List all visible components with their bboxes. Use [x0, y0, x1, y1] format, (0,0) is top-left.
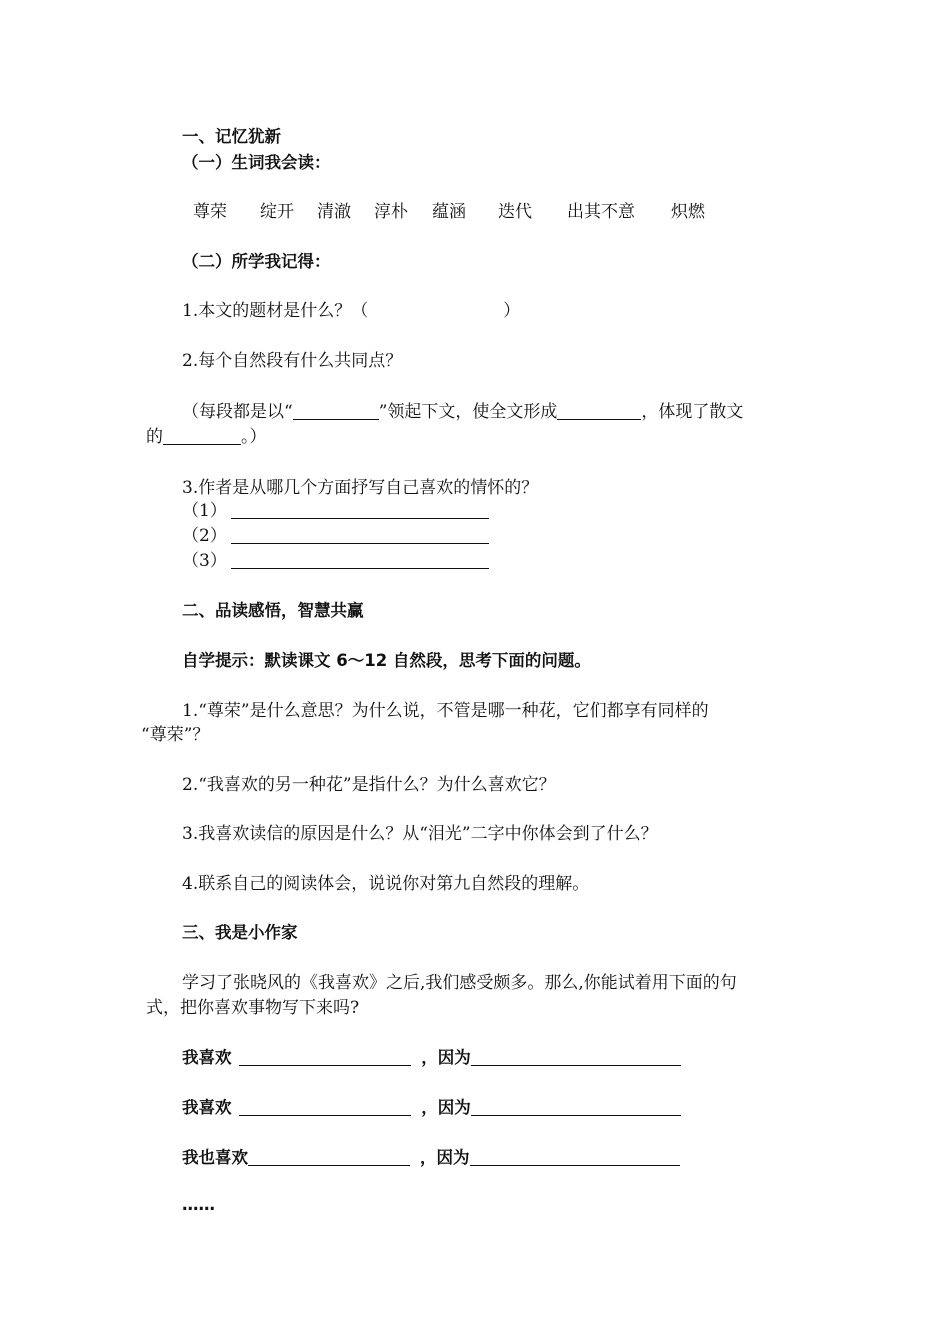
s2-question-3: 3.我喜欢读信的原因是什么？从“泪光”二字中你体会到了什么？	[182, 824, 658, 844]
q2-blank-3[interactable]	[163, 427, 241, 445]
q3-blank[interactable]	[231, 551, 489, 569]
q2-fill-line2	[146, 426, 267, 448]
writing-because: ，因为	[421, 1098, 471, 1117]
q1-suffix: ）	[503, 301, 521, 321]
writing-lead: 我喜欢	[182, 1048, 238, 1067]
writing-blank-thing[interactable]	[239, 1098, 411, 1116]
q3-item	[182, 525, 489, 547]
section1-sub1: （一）生词我会读：	[182, 153, 331, 172]
writing-blank-thing[interactable]	[248, 1148, 410, 1166]
section2-hint: 自学提示：默读课文 6～12 自然段，思考下面的问题。	[182, 651, 591, 670]
q2-blank-1[interactable]	[293, 402, 379, 420]
section1-title: 一、记忆犹新	[182, 127, 281, 146]
s2-question-1-cont: “尊荣”？	[141, 725, 210, 745]
q3-item	[182, 550, 489, 572]
writing-blank-reason[interactable]	[471, 1048, 681, 1066]
q3-blank[interactable]	[231, 501, 489, 519]
q3-item-label: （3）	[182, 551, 227, 571]
vocab-word: 淳朴	[374, 202, 408, 222]
q2-text-b: ”领起下文，使全文形成	[378, 402, 558, 422]
section3-intro-cont: 式，把你喜欢事物写下来吗?	[146, 998, 360, 1018]
vocab-word: 绽开	[260, 202, 294, 222]
writing-lead: 我喜欢	[182, 1098, 238, 1117]
q2-text-a: （每段都是以“	[182, 402, 293, 422]
vocab-word: 尊荣	[193, 202, 227, 222]
vocab-word: 迭代	[498, 202, 532, 222]
q3-item	[182, 500, 489, 522]
writing-row	[182, 1147, 680, 1169]
question-2: 2.每个自然段有什么共同点？	[182, 351, 403, 371]
section3-intro: 学习了张晓风的《我喜欢》之后,我们感受颇多。那么,你能试着用下面的句	[182, 973, 737, 993]
q2-fill-line1	[182, 401, 743, 423]
vocab-word: 蕴涵	[432, 202, 466, 222]
vocab-word: 清澈	[317, 202, 351, 222]
question-3: 3.作者是从哪几个方面抒写自己喜欢的情怀的？	[182, 478, 539, 498]
section1-sub2: （二）所学我记得：	[182, 252, 331, 271]
q3-blank[interactable]	[231, 526, 489, 544]
q2-blank-2[interactable]	[557, 402, 641, 420]
s2-question-2: 2.“我喜欢的另一种花”是指什么？为什么喜欢它？	[182, 775, 556, 795]
writing-row	[182, 1047, 681, 1069]
section2-title: 二、品读感悟，智慧共赢	[182, 601, 364, 620]
writing-blank-reason[interactable]	[470, 1148, 680, 1166]
writing-blank-reason[interactable]	[471, 1098, 681, 1116]
writing-blank-thing[interactable]	[239, 1048, 411, 1066]
q2-text-c: ，体现了散文	[641, 402, 744, 422]
q2-text-d: 的	[146, 427, 163, 447]
writing-row	[182, 1097, 681, 1119]
q3-item-label: （2）	[182, 526, 227, 546]
writing-because: ，因为	[421, 1048, 471, 1067]
writing-lead: 我也喜欢	[182, 1148, 248, 1167]
q3-item-label: （1）	[182, 501, 227, 521]
ellipsis: ……	[182, 1195, 215, 1214]
vocab-word: 炽燃	[671, 202, 705, 222]
s2-question-1: 1.“尊荣”是什么意思？为什么说，不管是哪一种花，它们都享有同样的	[182, 701, 709, 721]
writing-because: ，因为	[420, 1148, 470, 1167]
q2-text-e: 。）	[241, 427, 267, 447]
q1-prefix: 1.本文的题材是什么？（	[182, 301, 369, 321]
section3-title: 三、我是小作家	[182, 923, 298, 942]
s2-question-4: 4.联系自己的阅读体会，说说你对第九自然段的理解。	[182, 874, 590, 894]
question-1	[182, 300, 520, 322]
vocab-word: 出其不意	[567, 202, 635, 222]
